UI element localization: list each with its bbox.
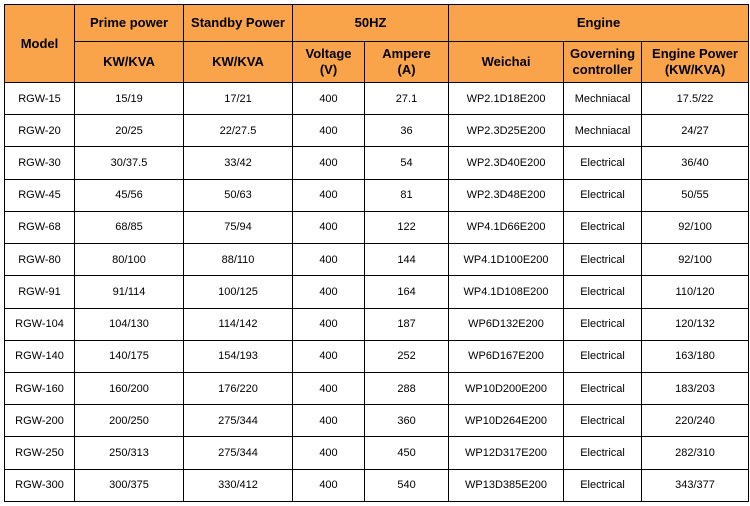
cell-weichai-engine: WP4.1D66E200 — [449, 211, 564, 243]
cell-weichai-engine: WP13D385E200 — [449, 469, 564, 501]
cell-ampere: 360 — [365, 405, 449, 437]
cell-engine-power: 36/40 — [642, 147, 749, 179]
header-governing-controller: Governing controller — [564, 42, 642, 83]
cell-ampere: 187 — [365, 308, 449, 340]
cell-engine-power: 110/120 — [642, 276, 749, 308]
cell-standby-power: 100/125 — [184, 276, 293, 308]
cell-engine-power: 163/180 — [642, 340, 749, 372]
cell-standby-power: 75/94 — [184, 211, 293, 243]
cell-standby-power: 154/193 — [184, 340, 293, 372]
table-row — [5, 179, 749, 211]
cell-governing-controller: Electrical — [564, 147, 642, 179]
cell-standby-power: 176/220 — [184, 372, 293, 404]
cell-engine-power: 343/377 — [642, 469, 749, 501]
cell-model: RGW-15 — [5, 83, 75, 115]
table-row — [5, 115, 749, 147]
header-engine-power: Engine Power (KW/KVA) — [642, 42, 749, 83]
cell-engine-power: 24/27 — [642, 115, 749, 147]
table-row — [5, 469, 749, 501]
cell-ampere: 54 — [365, 147, 449, 179]
cell-prime-power: 160/200 — [75, 372, 184, 404]
header-standby-unit: KW/KVA — [184, 42, 293, 83]
cell-ampere: 81 — [365, 179, 449, 211]
cell-standby-power: 33/42 — [184, 147, 293, 179]
table-row — [5, 147, 749, 179]
header-weichai: Weichai — [449, 42, 564, 83]
cell-voltage: 400 — [293, 211, 365, 243]
cell-engine-power: 120/132 — [642, 308, 749, 340]
cell-prime-power: 250/313 — [75, 437, 184, 469]
cell-prime-power: 104/130 — [75, 308, 184, 340]
cell-standby-power: 50/63 — [184, 179, 293, 211]
cell-standby-power: 275/344 — [184, 437, 293, 469]
cell-governing-controller: Electrical — [564, 179, 642, 211]
cell-governing-controller: Mechniacal — [564, 115, 642, 147]
cell-engine-power: 282/310 — [642, 437, 749, 469]
table-row — [5, 372, 749, 404]
cell-voltage: 400 — [293, 308, 365, 340]
cell-voltage: 400 — [293, 340, 365, 372]
cell-engine-power: 183/203 — [642, 372, 749, 404]
cell-governing-controller: Electrical — [564, 340, 642, 372]
cell-standby-power: 88/110 — [184, 244, 293, 276]
table-row — [5, 211, 749, 243]
cell-standby-power: 330/412 — [184, 469, 293, 501]
header-frequency: 50HZ — [293, 5, 449, 42]
cell-weichai-engine: WP10D264E200 — [449, 405, 564, 437]
header-engine: Engine — [449, 5, 749, 42]
cell-prime-power: 91/114 — [75, 276, 184, 308]
spec-table-body — [5, 83, 749, 502]
cell-voltage: 400 — [293, 405, 365, 437]
cell-weichai-engine: WP12D317E200 — [449, 437, 564, 469]
cell-weichai-engine: WP2.3D25E200 — [449, 115, 564, 147]
cell-weichai-engine: WP4.1D108E200 — [449, 276, 564, 308]
cell-prime-power: 80/100 — [75, 244, 184, 276]
cell-governing-controller: Electrical — [564, 276, 642, 308]
header-prime-unit: KW/KVA — [75, 42, 184, 83]
cell-model: RGW-104 — [5, 308, 75, 340]
cell-standby-power: 275/344 — [184, 405, 293, 437]
cell-voltage: 400 — [293, 244, 365, 276]
cell-model: RGW-160 — [5, 372, 75, 404]
cell-model: RGW-68 — [5, 211, 75, 243]
cell-governing-controller: Electrical — [564, 308, 642, 340]
header-model: Model — [5, 5, 75, 83]
cell-ampere: 288 — [365, 372, 449, 404]
cell-governing-controller: Electrical — [564, 211, 642, 243]
cell-model: RGW-140 — [5, 340, 75, 372]
table-row — [5, 83, 749, 115]
cell-model: RGW-45 — [5, 179, 75, 211]
cell-weichai-engine: WP6D132E200 — [449, 308, 564, 340]
cell-model: RGW-91 — [5, 276, 75, 308]
cell-prime-power: 20/25 — [75, 115, 184, 147]
header-prime-power: Prime power — [75, 5, 184, 42]
cell-model: RGW-20 — [5, 115, 75, 147]
cell-governing-controller: Electrical — [564, 405, 642, 437]
cell-model: RGW-200 — [5, 405, 75, 437]
table-row — [5, 308, 749, 340]
cell-governing-controller: Mechniacal — [564, 83, 642, 115]
cell-engine-power: 92/100 — [642, 244, 749, 276]
cell-ampere: 450 — [365, 437, 449, 469]
cell-model: RGW-30 — [5, 147, 75, 179]
table-row — [5, 276, 749, 308]
cell-voltage: 400 — [293, 179, 365, 211]
cell-governing-controller: Electrical — [564, 469, 642, 501]
cell-ampere: 122 — [365, 211, 449, 243]
cell-prime-power: 45/56 — [75, 179, 184, 211]
cell-voltage: 400 — [293, 115, 365, 147]
cell-standby-power: 114/142 — [184, 308, 293, 340]
table-row — [5, 437, 749, 469]
cell-weichai-engine: WP2.3D48E200 — [449, 179, 564, 211]
cell-prime-power: 140/175 — [75, 340, 184, 372]
cell-ampere: 144 — [365, 244, 449, 276]
cell-voltage: 400 — [293, 469, 365, 501]
table-row — [5, 340, 749, 372]
cell-weichai-engine: WP10D200E200 — [449, 372, 564, 404]
header-row-top — [5, 5, 749, 42]
header-standby-power: Standby Power — [184, 5, 293, 42]
cell-governing-controller: Electrical — [564, 437, 642, 469]
cell-standby-power: 22/27.5 — [184, 115, 293, 147]
header-ampere: Ampere (A) — [365, 42, 449, 83]
cell-ampere: 540 — [365, 469, 449, 501]
header-row-sub — [5, 42, 749, 83]
cell-governing-controller: Electrical — [564, 372, 642, 404]
table-row — [5, 405, 749, 437]
cell-model: RGW-80 — [5, 244, 75, 276]
cell-weichai-engine: WP2.3D40E200 — [449, 147, 564, 179]
cell-engine-power: 50/55 — [642, 179, 749, 211]
cell-weichai-engine: WP2.1D18E200 — [449, 83, 564, 115]
cell-prime-power: 68/85 — [75, 211, 184, 243]
cell-prime-power: 200/250 — [75, 405, 184, 437]
header-voltage: Voltage (V) — [293, 42, 365, 83]
table-row — [5, 244, 749, 276]
cell-engine-power: 220/240 — [642, 405, 749, 437]
cell-prime-power: 30/37.5 — [75, 147, 184, 179]
cell-model: RGW-250 — [5, 437, 75, 469]
cell-voltage: 400 — [293, 83, 365, 115]
cell-weichai-engine: WP6D167E200 — [449, 340, 564, 372]
cell-standby-power: 17/21 — [184, 83, 293, 115]
cell-governing-controller: Electrical — [564, 244, 642, 276]
cell-model: RGW-300 — [5, 469, 75, 501]
cell-voltage: 400 — [293, 437, 365, 469]
cell-prime-power: 15/19 — [75, 83, 184, 115]
cell-engine-power: 17.5/22 — [642, 83, 749, 115]
cell-engine-power: 92/100 — [642, 211, 749, 243]
cell-ampere: 164 — [365, 276, 449, 308]
cell-voltage: 400 — [293, 147, 365, 179]
cell-voltage: 400 — [293, 372, 365, 404]
cell-prime-power: 300/375 — [75, 469, 184, 501]
cell-voltage: 400 — [293, 276, 365, 308]
cell-ampere: 36 — [365, 115, 449, 147]
cell-weichai-engine: WP4.1D100E200 — [449, 244, 564, 276]
generator-spec-table — [4, 4, 749, 502]
cell-ampere: 252 — [365, 340, 449, 372]
cell-ampere: 27.1 — [365, 83, 449, 115]
